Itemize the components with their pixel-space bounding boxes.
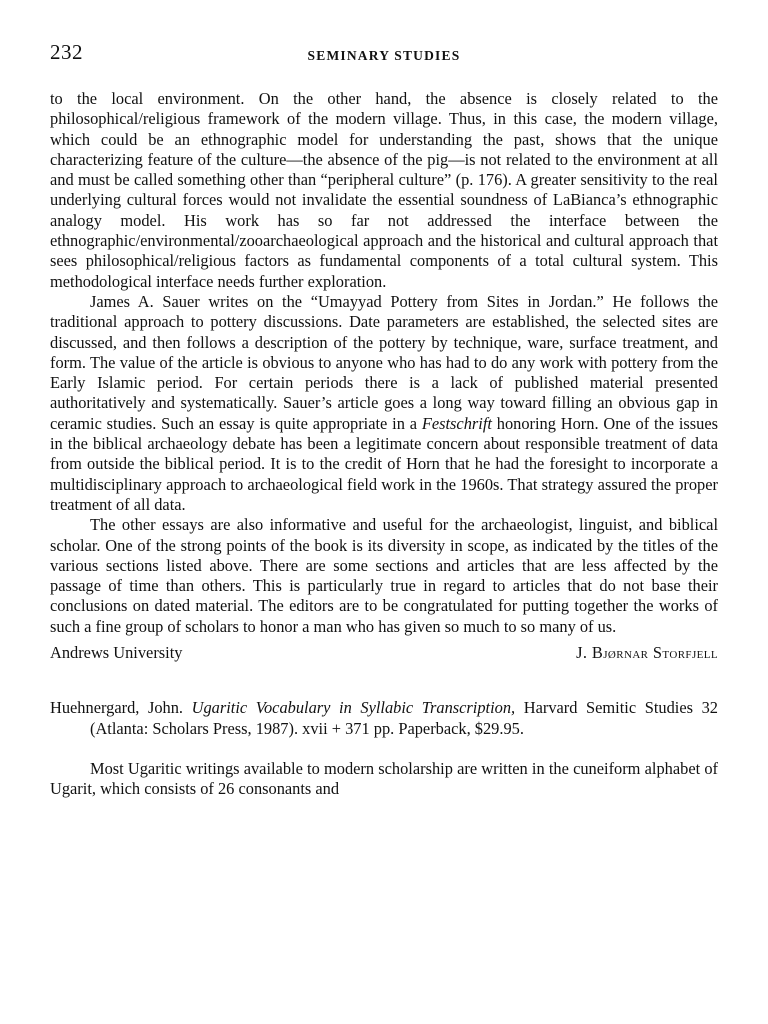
body-paragraph-3: The other essays are also informative and useful for the archaeologist, linguist, and biblical scholar. One of the strong points of the book is its diversity in scope, as indicated by the titles of the various sections listed above. There are some sections and articles that are less affected by the passage of time than others. This is particularly true in regard to articles that do not base their conclusions on dated material. The editors are to be congratulated for putting together the works of such a fine group of scholars to honor a man who has given so much to so many of us.: [50, 515, 718, 636]
body-paragraph-2: [50, 292, 718, 515]
review-opening-paragraph: Most Ugaritic writings available to modern scholarship are written in the cuneiform alphabet of Ugarit, which consists of 26 consonants and: [50, 758, 718, 799]
book-publication-details: Harvard Semitic Studies 32 (Atlanta: Scholars Press, 1987). xvii + 371 pp. Paperback, $29.95.: [90, 698, 718, 738]
running-title: SEMINARY STUDIES: [307, 48, 461, 63]
festschrift-term: Festschrift: [421, 413, 492, 433]
review-signature: [50, 643, 718, 663]
paragraph-2-text-start: James A. Sauer writes on the “Umayyad Pottery from Sites in Jordan.” He follows the traditional approach to pottery discussions. Date parameters are established, the selected sites are discussed, and then follows a description of the pottery by technique, ware, surface treatment, and form. The value of the article is obvious to anyone who has had to do any work with pottery from the Early Islamic period. For certain periods there is a lack of published material presented authoritatively and systematically. Sauer’s article goes a long way toward filling an obvious gap in ceramic studies. Such an essay is quite appropriate in a: [50, 291, 718, 433]
book-citation: [50, 698, 718, 739]
book-author: Huehnergard, John.: [50, 698, 184, 718]
reviewer-name: J. Bjørnar Storfjell: [576, 643, 718, 663]
book-title: Ugaritic Vocabulary in Syllabic Transcription,: [191, 698, 516, 718]
reviewer-institution: Andrews University: [50, 643, 183, 663]
body-paragraph-1: to the local environment. On the other hand, the absence is closely related to the philosophical/religious framework of the modern village. Thus, in this case, the modern village, which could be an ethnographic model for understanding the past, shows that the unique characterizing feature of the culture—the absence of the pig—is not related to the environment at all and must be called something other than “peripheral culture” (p. 176). A greater sensitivity to the real underlying cultural forces would not invalidate the essential soundness of LaBianca’s ethnographic analogy model. His work has so far not addressed the interface between the ethnographic/environmental/zooarchaeological approach and the historical and cultural approach that sees philosophical/religious factors as fundamental components of a total cultural system. This methodological interface needs further exploration.: [50, 89, 718, 291]
article-body: [50, 89, 718, 800]
paragraph-2-text-end: honoring Horn. One of the issues in the biblical archaeology debate has been a legitimate concern about responsible treatment of data from outside the biblical period. It is to the credit of Horn that he had the foresight to incorporate a multidisciplinary approach to archaeological field work in the 1960s. That strategy assured the proper treatment of all data.: [50, 413, 718, 514]
page-number: 232: [50, 40, 83, 64]
page-header: [50, 40, 718, 72]
